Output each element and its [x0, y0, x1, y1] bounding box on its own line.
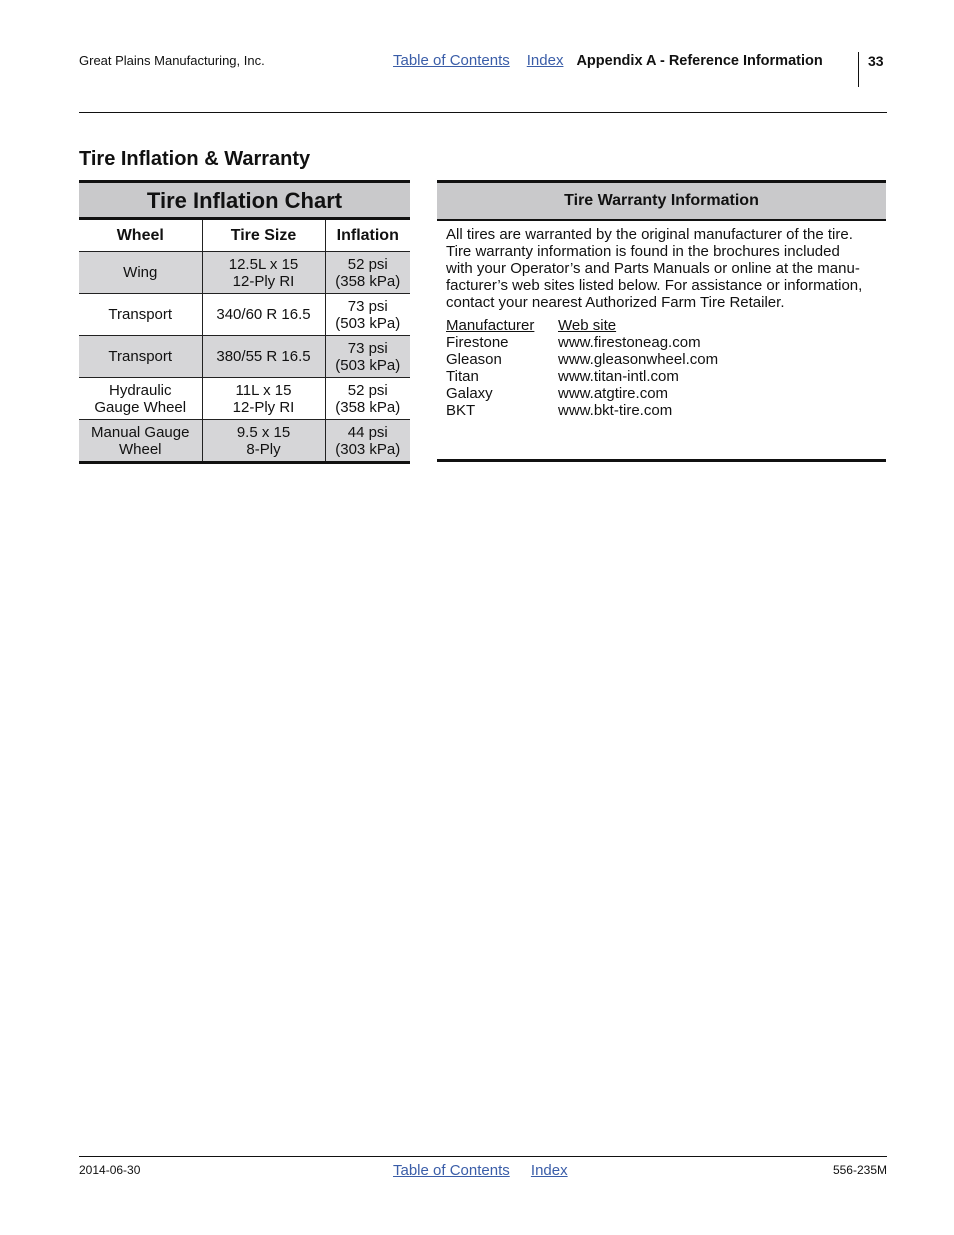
header-nav: [393, 52, 823, 69]
warranty-paragraph-line: with your Operator’s and Parts Manuals or online at the manu-: [446, 260, 860, 277]
cell-inflation-line: (503 kPa): [335, 356, 401, 374]
cell-tire-size-line: 380/55 R 16.5: [216, 348, 311, 365]
footer-rule: [79, 1156, 887, 1157]
warranty-body: [437, 221, 886, 419]
cell-tire-size-line: 12-Ply RI: [232, 398, 295, 416]
cell-tire-size-line: 9.5 x 15: [236, 423, 291, 441]
cell-inflation-line: 73 psi: [347, 297, 388, 315]
footer-index-link[interactable]: Index: [530, 1162, 568, 1179]
table-row: [79, 252, 410, 294]
cell-wheel: [79, 252, 202, 294]
cell-tire-size-line: 340/60 R 16.5: [216, 306, 311, 323]
document-number: 556-235M: [832, 1163, 887, 1177]
cell-wheel: [79, 336, 202, 378]
cell-wheel-line: Manual Gauge: [91, 423, 190, 441]
manufacturer-name: Galaxy: [446, 385, 493, 402]
table-row: [79, 294, 410, 336]
cell-inflation: [325, 336, 410, 378]
warranty-paragraph-line: All tires are warranted by the original manufacturer of the tire.: [446, 226, 853, 243]
manufacturer-name: Titan: [446, 368, 479, 385]
warranty-paragraph-line: Tire warranty information is found in the brochures included: [446, 243, 840, 260]
company-name: Great Plains Manufacturing, Inc.: [79, 53, 265, 68]
manufacturer-list: [446, 317, 877, 419]
cell-tire-size-line: 12-Ply RI: [232, 272, 295, 290]
manufacturer-website: www.titan-intl.com: [558, 368, 679, 385]
cell-tire-size: [202, 294, 325, 336]
cell-inflation-line: (503 kPa): [335, 314, 401, 332]
manufacturer-name: Firestone: [446, 334, 509, 351]
footer-nav: [393, 1162, 568, 1179]
cell-tire-size-line: 12.5L x 15: [228, 255, 299, 273]
column-header-wheel: Wheel: [79, 219, 202, 252]
table-row: [79, 378, 410, 420]
manufacturer-name: Gleason: [446, 351, 502, 368]
header-rule: [79, 112, 887, 113]
table-row: [79, 420, 410, 463]
cell-inflation-line: (303 kPa): [335, 440, 401, 458]
section-title: Tire Inflation & Warranty: [79, 148, 311, 170]
header-index-link[interactable]: Index: [526, 52, 564, 69]
inflation-chart-title: Tire Inflation Chart: [79, 182, 410, 219]
cell-inflation-line: 73 psi: [347, 339, 388, 357]
cell-tire-size-line: 11L x 15: [235, 381, 292, 399]
manufacturer-website: www.atgtire.com: [558, 385, 669, 402]
cell-inflation: [325, 420, 410, 463]
cell-tire-size: [202, 420, 325, 463]
header-section-title: Appendix A - Reference Information: [576, 53, 823, 69]
cell-tire-size-line: 8-Ply: [246, 440, 281, 458]
page-number: 33: [868, 53, 884, 69]
cell-wheel: [79, 294, 202, 336]
manufacturer-column-header: Manufacturer: [446, 317, 535, 334]
footer-date: 2014-06-30: [79, 1163, 141, 1177]
cell-inflation-line: 52 psi: [347, 255, 388, 273]
tire-inflation-table: [79, 180, 410, 464]
cell-wheel-line: Hydraulic: [108, 381, 172, 399]
page-number-divider: [858, 52, 859, 87]
header-toc-link[interactable]: Table of Contents: [393, 52, 510, 69]
cell-inflation: [325, 294, 410, 336]
tire-warranty-box: [437, 180, 886, 462]
manufacturer-website: www.gleasonwheel.com: [558, 351, 719, 368]
footer-toc-link[interactable]: Table of Contents: [393, 1162, 510, 1179]
cell-tire-size: [202, 336, 325, 378]
warranty-paragraph-line: contact your nearest Authorized Farm Tire Retailer.: [446, 294, 785, 311]
cell-wheel-line: Gauge Wheel: [94, 398, 187, 416]
manufacturer-name: BKT: [446, 402, 476, 419]
cell-inflation-line: (358 kPa): [335, 272, 401, 290]
cell-wheel-line: Wing: [123, 264, 158, 281]
cell-wheel: [79, 420, 202, 463]
cell-inflation-line: 52 psi: [347, 381, 388, 399]
cell-inflation-line: (358 kPa): [335, 398, 401, 416]
manufacturer-website: www.firestoneag.com: [558, 334, 701, 351]
website-column-header: Web site: [558, 317, 617, 334]
manufacturer-website: www.bkt-tire.com: [558, 402, 673, 419]
table-row: [79, 336, 410, 378]
cell-wheel-line: Wheel: [118, 440, 162, 458]
cell-wheel: [79, 378, 202, 420]
column-header-inflation: Inflation: [325, 219, 410, 252]
warranty-title: Tire Warranty Information: [437, 183, 886, 221]
column-header-tire-size: Tire Size: [202, 219, 325, 252]
cell-inflation-line: 44 psi: [347, 423, 388, 441]
cell-tire-size: [202, 378, 325, 420]
cell-inflation: [325, 378, 410, 420]
cell-tire-size: [202, 252, 325, 294]
cell-wheel-line: Transport: [108, 306, 173, 323]
warranty-paragraph-line: facturer’s web sites listed below. For assistance or information,: [446, 277, 863, 294]
cell-wheel-line: Transport: [108, 348, 173, 365]
warranty-paragraph: [446, 226, 877, 311]
cell-inflation: [325, 252, 410, 294]
